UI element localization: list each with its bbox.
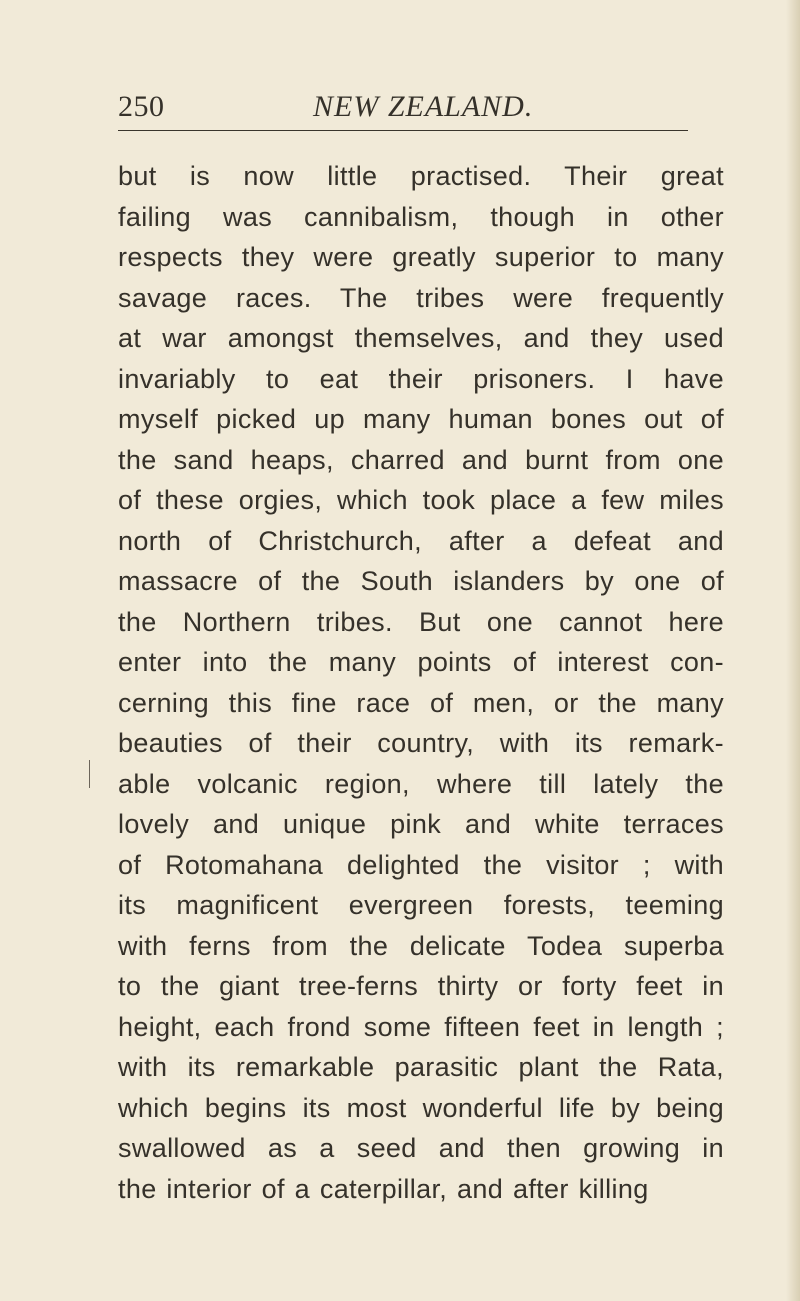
text-line: failing was cannibalism, though in other bbox=[118, 201, 724, 232]
page-edge-shadow bbox=[786, 0, 800, 1301]
text-line: lovely and unique pink and white terraces bbox=[118, 809, 724, 839]
text-line: the Northern tribes. But one cannot here bbox=[118, 606, 724, 637]
text-line: enter into the many points of interest con- bbox=[118, 647, 724, 677]
running-head: NEW ZEALAND. bbox=[313, 90, 534, 123]
text-line: of Rotomahana delighted the visitor ; with bbox=[118, 849, 724, 880]
text-line: the sand heaps, charred and burnt from one bbox=[118, 444, 724, 475]
text-line: myself picked up many human bones out of bbox=[118, 404, 724, 434]
text-line: but is now little practised. Their great bbox=[118, 161, 724, 191]
text-line: respects they were greatly superior to many bbox=[118, 242, 724, 272]
text-line: which begins its most wonderful life by being bbox=[118, 1092, 724, 1123]
text-line: massacre of the South islanders by one of bbox=[118, 566, 724, 596]
text-line: north of Christchurch, after a defeat and bbox=[118, 525, 724, 556]
text-line: the interior of a caterpillar, and after killing bbox=[118, 1173, 649, 1204]
text-line: to the giant tree-ferns thirty or forty feet in bbox=[118, 971, 724, 1001]
text-line: of these orgies, which took place a few miles bbox=[118, 485, 724, 515]
margin-mark bbox=[89, 760, 90, 788]
text-line: able volcanic region, where till lately the bbox=[118, 768, 724, 799]
text-line: height, each frond some fifteen feet in length ; bbox=[118, 1011, 724, 1042]
text-line: swallowed as a seed and then growing in bbox=[118, 1133, 724, 1163]
body-text bbox=[118, 156, 724, 1209]
text-line: with its remarkable parasitic plant the Rata, bbox=[118, 1052, 724, 1082]
text-line: with ferns from the delicate Todea superba bbox=[118, 930, 724, 961]
text-line: its magnificent evergreen forests, teeming bbox=[118, 890, 724, 920]
text-line: at war amongst themselves, and they used bbox=[118, 323, 724, 353]
page-number: 250 bbox=[118, 90, 165, 123]
text-line: beauties of their country, with its remark- bbox=[118, 728, 724, 758]
text-line: invariably to eat their prisoners. I have bbox=[118, 363, 724, 394]
page-header bbox=[118, 86, 688, 130]
header-rule bbox=[118, 130, 688, 131]
text-line: cerning this fine race of men, or the many bbox=[118, 687, 724, 718]
text-line: savage races. The tribes were frequently bbox=[118, 282, 724, 313]
